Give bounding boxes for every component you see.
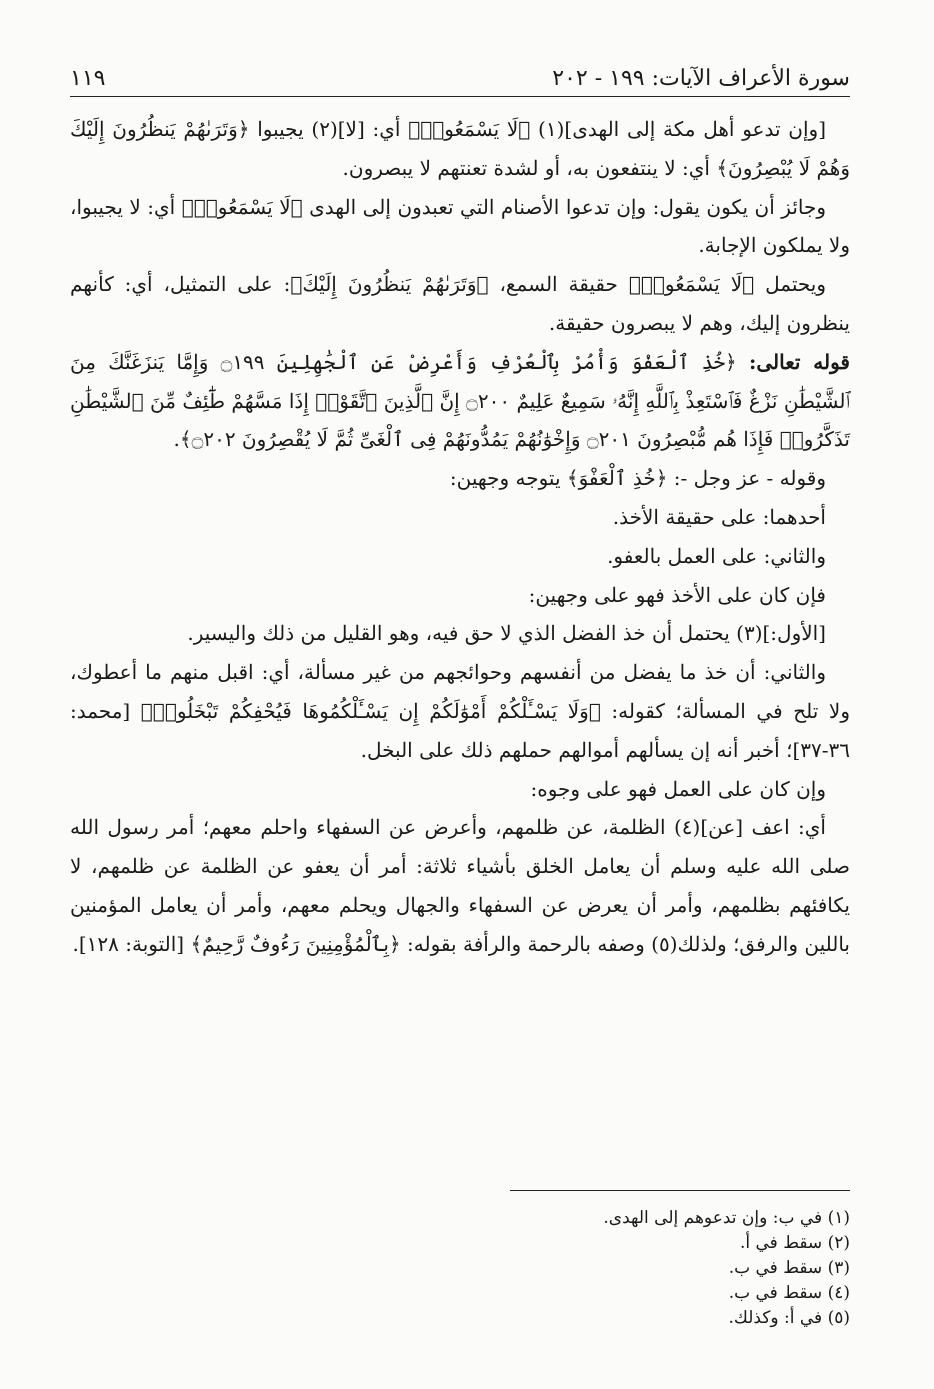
paragraph: وقوله - عز وجل -: ﴿خُذِ ٱلْعَفْوَ﴾ يتوجه وجهين:	[449, 466, 826, 491]
footnote: (٥) في أ: وكذلك.	[728, 1308, 850, 1328]
paragraph: والثاني: على العمل بالعفو.	[607, 543, 826, 568]
footnote-rule	[510, 1190, 850, 1191]
paragraph: [وإن تدعو أهل مكة إلى الهدى](١) ﴿لَا يَسْمَعُوا۟﴾ أي: [لا](٢) يجيبوا ﴿وَتَرَىٰهُمْ يَنظُرُونَ إِلَيْكَ وَهُمْ لَا يُبْصِرُونَ﴾ أي: لا ينتفعون به، أو لشدة تعنتهم لا يبصرون.	[70, 117, 850, 180]
main-text	[70, 110, 850, 964]
paragraph: وجائز أن يكون يقول: وإن تدعوا الأصنام التي تعبدون إلى الهدى ﴿لَا يَسْمَعُوا۟﴾ أي: لا يجيبوا، ولا يملكون الإجابة.	[70, 194, 850, 258]
footnotes	[70, 1206, 850, 1331]
footnote: (٢) سقط في أ.	[739, 1233, 850, 1253]
paragraph: وإن كان على العمل فهو على وجوه:	[530, 776, 826, 801]
footnote: (٣) سقط في ب.	[728, 1258, 850, 1278]
verse-text: ﴿خُذِ ٱلْعَفْوَ وَأْمُرْ بِٱلْعُرْفِ وَأَعْرِضْ عَنِ ٱلْجَٰهِلِينَ ۝١٩٩ وَإِمَّا يَنزَغَنَّكَ مِنَ ٱلشَّيْطَٰنِ نَزْغٌ فَٱسْتَعِذْ بِٱللَّهِ إِنَّهُۥ سَمِيعٌ عَلِيمٌ ۝٢٠٠ إِنَّ ٱلَّذِينَ ٱتَّقَوْا۟ إِذَا مَسَّهُمْ طَٰٓئِفٌ مِّنَ ٱلشَّيْطَٰنِ تَذَكَّرُوا۟ فَإِذَا هُم مُّبْصِرُونَ ۝٢٠١ وَإِخْوَٰنُهُمْ يَمُدُّونَهُمْ فِى ٱلْغَىِّ ثُمَّ لَا يُقْصِرُونَ ۝٢٠٢﴾.	[70, 349, 850, 452]
footnote: (٤) سقط في ب.	[728, 1283, 850, 1303]
paragraph: أحدهما: على حقيقة الأخذ.	[612, 504, 826, 529]
header-rule	[70, 96, 850, 97]
paragraph: أي: اعف [عن](٤) الظلمة، عن ظلمهم، وأعرض عن السفهاء واحلم معهم؛ أمر رسول الله صلى الله عليه وسلم أن يعامل الخلق بأشياء ثلاثة: أمر أن يعفو عن الظلمة عن ظلمهم، لا يكافئهم بظلمهم، وأمر أن يعرض عن السفهاء والجهال ويحلم معهم، وأمر أن يعامل المؤمنين باللين والرفق؛ ولذلك(٥) وصفه بالرحمة والرأفة بقوله: ﴿بِٱلْمُؤْمِنِينَ رَءُوفٌ رَّحِيمٌ﴾ [التوبة: ١٢٨].	[70, 815, 850, 956]
paragraph: ويحتمل ﴿لَا يَسْمَعُوا۟﴾ حقيقة السمع، ﴿وَتَرَىٰهُمْ يَنظُرُونَ إِلَيْكَ﴾: على التمثيل، أي: كأنهم ينظرون إليك، وهم لا يبصرون حقيقة.	[70, 272, 850, 335]
paragraph: والثاني: أن خذ ما يفضل من أنفسهم وحوائجهم من غير مسألة، أي: اقبل منهم ما أعطوك، ولا تلح في المسألة؛ كقوله: ﴿وَلَا يَسْـَٔلْكُمْ أَمْوَٰلَكُمْ إِن يَسْـَٔلْكُمُوهَا فَيُحْفِكُمْ تَبْخَلُوا۟﴾ [محمد: ٣٦-٣٧]؛ أخبر أنه إن يسألهم أموالهم حملهم ذلك على البخل.	[70, 660, 850, 762]
paragraph: فإن كان على الأخذ فهو على وجهين:	[528, 582, 826, 607]
verse-lead: قوله تعالى:	[749, 349, 850, 374]
page	[70, 50, 850, 1350]
paragraph: [الأول:](٣) يحتمل أن خذ الفضل الذي لا حق فيه، وهو القليل من ذلك واليسير.	[187, 621, 826, 646]
footnote: (١) في ب: وإن تدعوهم إلى الهدى.	[603, 1208, 850, 1228]
header-title: سورة الأعراف الآيات: ١٩٩ - ٢٠٢	[552, 66, 850, 91]
running-header	[70, 60, 850, 100]
verse-paragraph	[70, 343, 850, 459]
page-number: ١١٩	[70, 66, 106, 91]
